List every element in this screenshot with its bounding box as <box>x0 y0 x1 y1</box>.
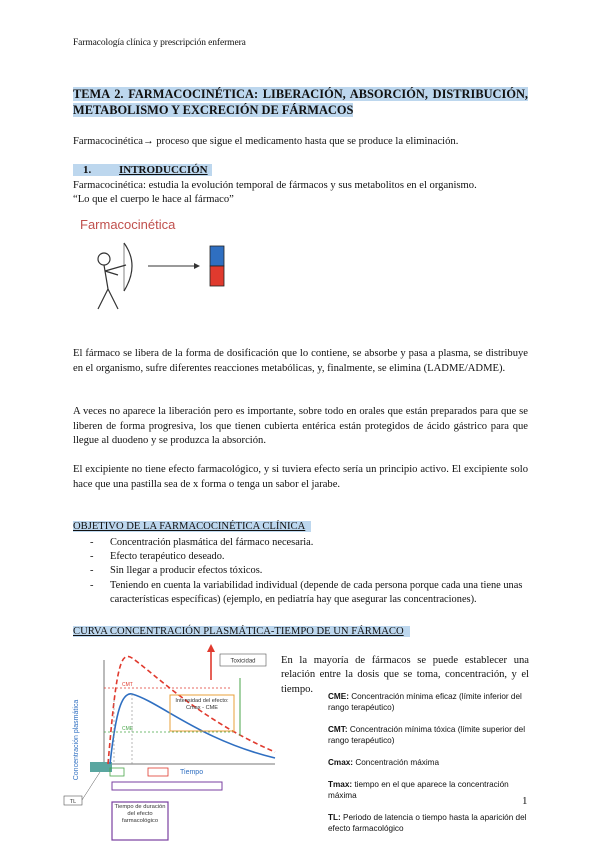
definition-line: Farmacocinética→ proceso que sigue el medicamento hasta que se produce la eliminación. <box>73 136 459 147</box>
capsule-icon <box>210 246 224 286</box>
definition-cme <box>328 692 528 713</box>
duration-bracket <box>112 782 222 790</box>
definition-tmax <box>328 780 528 801</box>
curve-description: En la mayoría de fármacos se puede establecer una relación entre la dosis que se toma, concentración, y el tiempo. <box>281 655 529 695</box>
y-axis-label: Concentración plasmática <box>73 699 80 781</box>
term-text: Concentración mínima tóxica (límite superior del rango terapéutico) <box>328 725 526 745</box>
term: CMT: <box>328 725 348 734</box>
tl-label: TL <box>69 799 77 805</box>
paragraph-liberation: A veces no aparece la liberación pero es importante, sobre todo en orales que están preparados para que se liberen de forma progresiva, los que tienen cubierta entérica están protegidos de ácido gástrico para que llegue al duodeno y se produzca la absorción. <box>73 406 528 447</box>
toxicity-arrow-head <box>207 644 215 652</box>
x-axis-label: Tiempo <box>180 769 204 776</box>
pharmacokinetics-figure <box>74 213 239 318</box>
page-title <box>73 86 528 118</box>
section-heading-introduction <box>73 164 212 176</box>
cmt-label: CMT <box>122 682 133 688</box>
page-header: Farmacología clínica y prescripción enfermera <box>73 38 246 48</box>
term-text: Periodo de latencia o tiempo hasta la aparición del efecto farmacológico <box>328 813 527 833</box>
list-item: - Efecto terapéutico deseado. <box>90 550 530 564</box>
term: CME: <box>328 692 349 701</box>
curve-heading: CURVA CONCENTRACIÓN PLASMÁTICA-TIEMPO DE UN FÁRMACO <box>73 626 410 637</box>
definition-cmax <box>328 758 528 769</box>
paragraph-excipient: El excipiente no tiene efecto farmacológico, y si tuviera efecto sería un principio activo. El excipiente solo hace que una pastilla sea de x forma o tenga un sabor el jarabe. <box>73 464 528 490</box>
duration-label-wrap <box>114 804 166 840</box>
paragraph-ladme: El fármaco se libera de la forma de dosificación que lo contiene, se absorbe y pasa a plasma, se distribuye en el organismo, sufre diferentes reacciones metabólicas, y, finalmente, se elimina (LADME/ADME). <box>73 348 528 374</box>
duration-label: Tiempo de duración del efecto farmacológico <box>114 804 166 824</box>
latency-box <box>110 768 124 776</box>
list-item: - Concentración plasmática del fármaco necesaria. <box>90 536 530 550</box>
list-item: - Sin llegar a producir efectos tóxicos. <box>90 564 530 578</box>
definition-tl <box>328 813 528 834</box>
intro-line-1: Farmacocinética: estudia la evolución temporal de fármacos y sus metabolitos en el organismo. <box>73 180 477 191</box>
term: Tmax: <box>328 780 353 789</box>
concentration-time-figure <box>60 640 288 845</box>
intensity-label-wrap <box>174 698 230 730</box>
toxicity-label: Toxicidad <box>230 658 256 665</box>
objective-list <box>90 536 530 607</box>
section-label: INTRODUCCIÓN <box>119 164 212 176</box>
intro-line-2: “Lo que el cuerpo le hace al fármaco” <box>73 194 234 205</box>
page-number: 1 <box>522 795 528 807</box>
definition-cmt <box>328 725 528 746</box>
term-text: Concentración máxima <box>355 758 440 767</box>
intensity-label: Intensidad del efecto: Cmax - CME <box>175 698 229 711</box>
section-number: 1. <box>73 164 119 176</box>
term: Cmax: <box>328 758 354 767</box>
figure-caption: Farmacocinética <box>80 217 176 232</box>
objective-heading: OBJETIVO DE LA FARMACOCINÉTICA CLÍNICA <box>73 521 311 532</box>
tmax-box <box>148 768 168 776</box>
cme-label: CME <box>122 726 134 732</box>
list-item: - Teniendo en cuenta la variabilidad individual (depende de cada persona porque cada una tiene unas características específicas) (ejemplo, en pediatría hay que asegurar las concentraciones). <box>90 579 530 607</box>
term: TL: <box>328 813 341 822</box>
tl-pointer <box>82 772 100 800</box>
term-text: tiempo en el que aparece la concentración máxima <box>328 780 509 800</box>
term-text: Concentración mínima eficaz (límite inferior del rango terapéutico) <box>328 692 522 712</box>
title-text: TEMA 2. FARMACOCINÉTICA: LIBERACIÓN, ABSORCIÓN, DISTRIBUCIÓN, METABOLISMO Y EXCRECIÓN DE FÁRMACOS <box>73 87 528 117</box>
